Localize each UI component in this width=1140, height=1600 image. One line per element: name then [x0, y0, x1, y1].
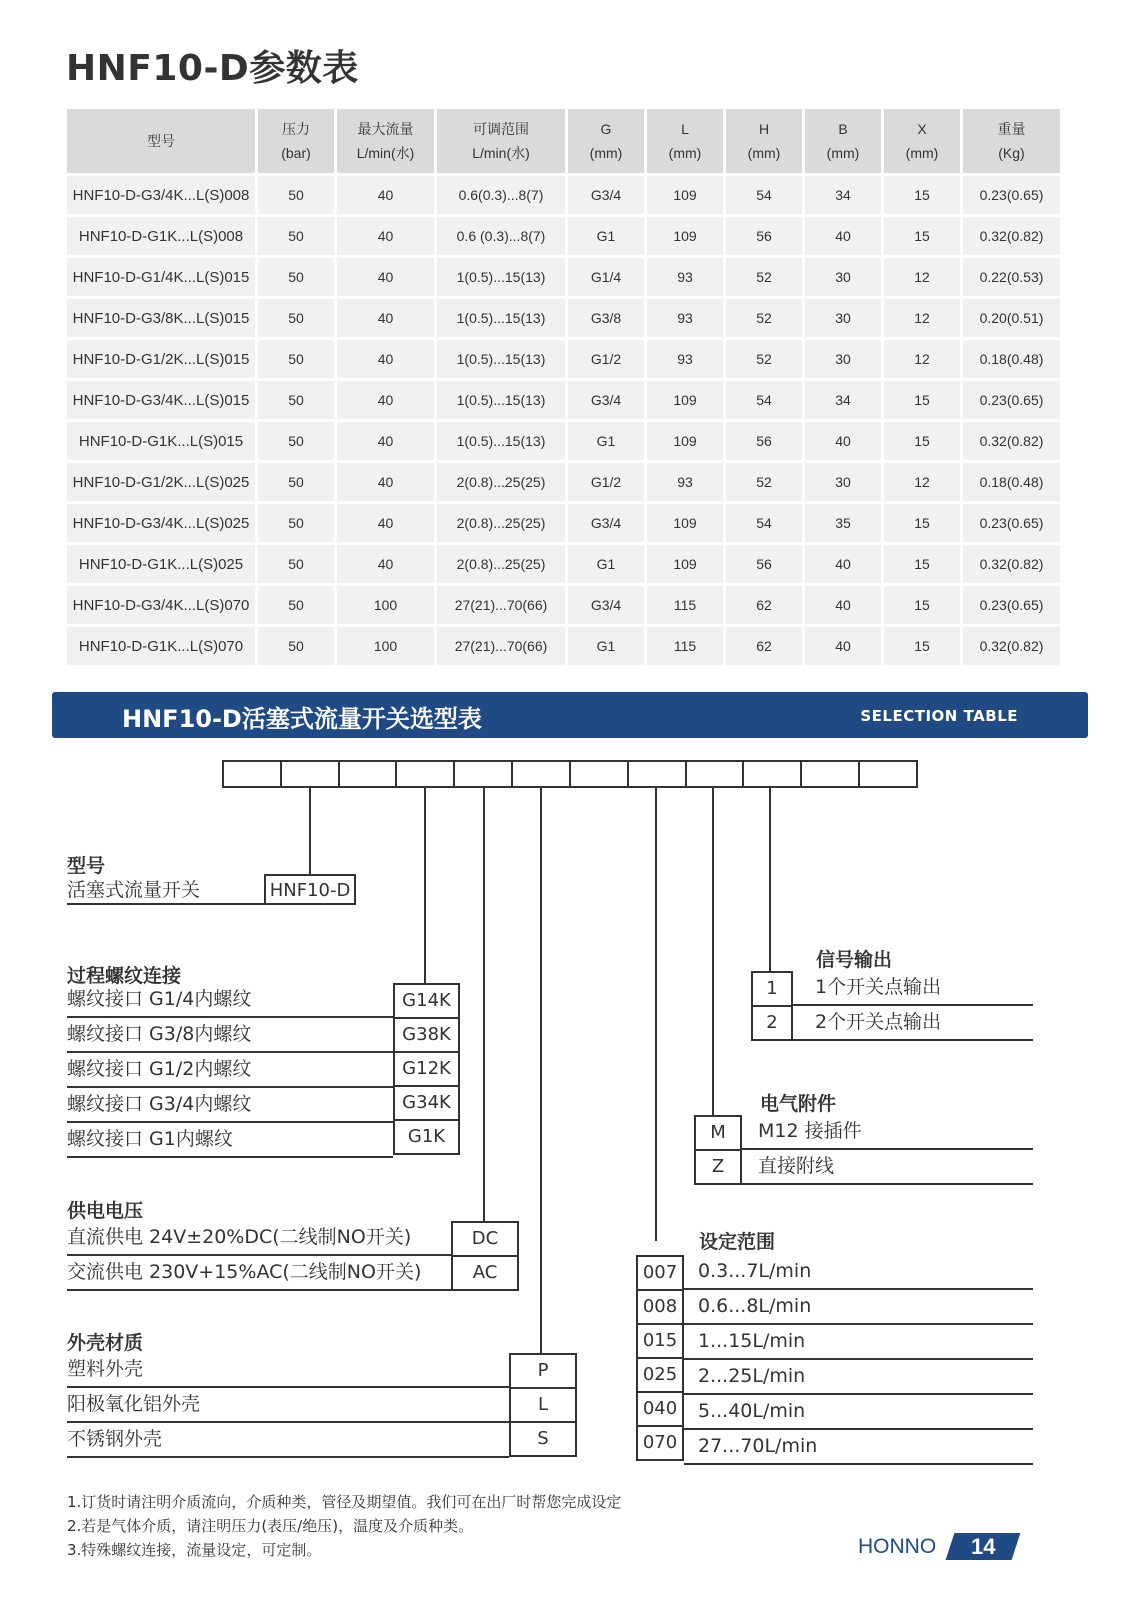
list-item: [67, 1256, 451, 1291]
table-cell: 30: [805, 463, 881, 501]
brand-name: HONNO: [858, 1535, 937, 1558]
list-item: [67, 983, 393, 1018]
range-option-label: 0.6...8L/min: [698, 1295, 812, 1317]
table-cell: G3/4: [568, 176, 644, 214]
thread-option-label: 螺纹接口 G1/2内螺纹: [67, 1058, 252, 1080]
model-cell: HNF10-D-G1K...L(S)008: [67, 217, 255, 255]
column-header: [337, 109, 434, 173]
model-cell: HNF10-D-G3/4K...L(S)070: [67, 586, 255, 624]
range-heading: 设定范围: [699, 1231, 776, 1253]
table-cell: 12: [884, 258, 960, 296]
list-item: [67, 1053, 393, 1088]
table-cell: 0.32(0.82): [963, 217, 1060, 255]
column-header-unit: (mm): [747, 145, 781, 161]
table-cell: 0.23(0.65): [963, 381, 1060, 419]
connector-line: [712, 788, 714, 1115]
column-header-label: 型号: [147, 133, 175, 149]
power-option-label: 直流供电 24V±20%DC(二线制NO开关): [67, 1226, 412, 1248]
table-cell: 40: [805, 217, 881, 255]
table-cell: 50: [258, 422, 334, 460]
range-option-label: 1...15L/min: [698, 1330, 806, 1352]
connector-line: [655, 788, 657, 1241]
table-cell: 0.6 (0.3)...8(7): [437, 217, 565, 255]
connector-line: [309, 788, 311, 875]
table-cell: 15: [884, 217, 960, 255]
column-header: [437, 109, 565, 173]
electrical-option-label: M12 接插件: [758, 1120, 862, 1142]
list-item: [742, 1150, 1033, 1185]
table-cell: 15: [884, 504, 960, 542]
table-cell: 52: [726, 258, 802, 296]
table-cell: 40: [805, 422, 881, 460]
page-title: HNF10-D参数表: [66, 48, 359, 89]
signal-code-box: 2: [751, 1005, 793, 1041]
footnote: 1.订货时请注明介质流向，介质种类，管径及期望值。我们可在出厂时帮您完成设定: [67, 1493, 622, 1511]
column-header-label: 重量: [997, 121, 1026, 137]
column-header-unit: (mm): [668, 145, 702, 161]
table-cell: 50: [258, 299, 334, 337]
column-header-label: 可调范围: [473, 121, 529, 137]
thread-code-box: G38K: [393, 1017, 460, 1053]
electrical-code-box: M: [694, 1115, 742, 1151]
footnote: 3.特殊螺纹连接，流量设定，可定制。: [67, 1541, 322, 1559]
column-header-unit: (bar): [281, 145, 311, 161]
model-cell: HNF10-D-G3/8K...L(S)015: [67, 299, 255, 337]
table-cell: G3/4: [568, 504, 644, 542]
thread-option-label: 螺纹接口 G3/4内螺纹: [67, 1093, 252, 1115]
table-cell: 2(0.8)...25(25): [437, 504, 565, 542]
column-header-unit: (mm): [589, 145, 623, 161]
thread-heading: 过程螺纹连接: [67, 965, 182, 987]
table-cell: 93: [647, 340, 723, 378]
table-cell: 93: [647, 463, 723, 501]
list-item: [684, 1290, 1033, 1325]
parameter-table: [64, 106, 1063, 668]
power-heading: 供电电压: [67, 1200, 144, 1222]
list-item: [67, 1088, 393, 1123]
table-row: [67, 545, 1060, 583]
column-header: [884, 109, 960, 173]
table-row: [67, 381, 1060, 419]
selection-banner: [52, 692, 1088, 738]
table-cell: 12: [884, 340, 960, 378]
table-cell: 56: [726, 217, 802, 255]
range-code-box: 015: [636, 1323, 684, 1359]
table-cell: G1/2: [568, 463, 644, 501]
table-cell: G1: [568, 627, 644, 665]
table-cell: G1/4: [568, 258, 644, 296]
table-cell: 15: [884, 381, 960, 419]
signal-heading: 信号输出: [816, 949, 893, 971]
table-cell: 109: [647, 422, 723, 460]
table-cell: 30: [805, 258, 881, 296]
electrical-option-label: 直接附线: [758, 1155, 835, 1177]
table-row: [67, 586, 1060, 624]
table-cell: 27(21)...70(66): [437, 627, 565, 665]
table-cell: 40: [805, 627, 881, 665]
column-header: [568, 109, 644, 173]
table-cell: 15: [884, 586, 960, 624]
thread-code-box: G1K: [393, 1119, 460, 1155]
thread-code-box: G34K: [393, 1085, 460, 1121]
code-slot: [397, 762, 455, 786]
table-cell: G1: [568, 217, 644, 255]
list-item: [67, 1221, 451, 1256]
range-option-label: 2...25L/min: [698, 1365, 806, 1387]
list-item: [67, 1388, 509, 1423]
table-cell: 0.32(0.82): [963, 422, 1060, 460]
column-header-unit: (Kg): [998, 145, 1025, 161]
table-cell: 0.32(0.82): [963, 545, 1060, 583]
table-cell: 0.23(0.65): [963, 504, 1060, 542]
housing-option-label: 阳极氧化铝外壳: [67, 1393, 201, 1415]
table-row: [67, 299, 1060, 337]
power-option-label: 交流供电 230V+15%AC(二线制NO开关): [67, 1261, 422, 1283]
model-cell: HNF10-D-G1K...L(S)070: [67, 627, 255, 665]
list-item: [67, 1353, 509, 1388]
column-header-unit: L/min(水): [472, 145, 530, 161]
table-cell: 1(0.5)...15(13): [437, 381, 565, 419]
table-row: [67, 463, 1060, 501]
footnote: 2.若是气体介质，请注明压力(表压/绝压)，温度及介质种类。: [67, 1517, 474, 1535]
model-cell: HNF10-D-G1K...L(S)025: [67, 545, 255, 583]
code-slot: [802, 762, 860, 786]
housing-option-label: 塑料外壳: [67, 1358, 144, 1380]
list-item: [742, 1115, 1033, 1150]
table-cell: 30: [805, 340, 881, 378]
column-header-label: X: [917, 121, 927, 137]
column-header-unit: L/min(水): [356, 145, 415, 161]
table-cell: 27(21)...70(66): [437, 586, 565, 624]
table-cell: G1/2: [568, 340, 644, 378]
table-cell: 1(0.5)...15(13): [437, 422, 565, 460]
table-cell: 109: [647, 545, 723, 583]
table-cell: 50: [258, 340, 334, 378]
range-code-box: 025: [636, 1357, 684, 1393]
range-option-label: 0.3...7L/min: [698, 1260, 812, 1282]
underline: [67, 903, 265, 905]
column-header-label: G: [600, 121, 612, 137]
table-cell: 50: [258, 545, 334, 583]
table-cell: 40: [337, 504, 434, 542]
table-row: [67, 422, 1060, 460]
model-code-box: HNF10-D: [264, 874, 356, 905]
table-cell: 40: [337, 217, 434, 255]
table-cell: 34: [805, 176, 881, 214]
table-cell: 0.23(0.65): [963, 586, 1060, 624]
model-heading: 型号: [67, 855, 106, 877]
table-cell: 50: [258, 176, 334, 214]
table-cell: 0.32(0.82): [963, 627, 1060, 665]
table-cell: 34: [805, 381, 881, 419]
table-cell: 40: [337, 422, 434, 460]
model-cell: HNF10-D-G3/4K...L(S)015: [67, 381, 255, 419]
column-header-label: L: [681, 121, 689, 137]
list-item: [684, 1360, 1033, 1395]
table-cell: 109: [647, 504, 723, 542]
thread-option-label: 螺纹接口 G3/8内螺纹: [67, 1023, 252, 1045]
table-cell: 1(0.5)...15(13): [437, 340, 565, 378]
model-cell: HNF10-D-G1/2K...L(S)025: [67, 463, 255, 501]
thread-option-label: 螺纹接口 G1内螺纹: [67, 1128, 233, 1150]
table-cell: 12: [884, 299, 960, 337]
thread-code-box: G12K: [393, 1051, 460, 1087]
signal-option-label: 1个开关点输出: [815, 976, 942, 998]
table-cell: 0.22(0.53): [963, 258, 1060, 296]
table-cell: 0.18(0.48): [963, 340, 1060, 378]
column-header-label: H: [758, 121, 770, 137]
housing-code-box: P: [509, 1353, 577, 1389]
connector-line: [424, 788, 426, 985]
code-slot: [629, 762, 687, 786]
table-cell: 2(0.8)...25(25): [437, 463, 565, 501]
table-cell: 40: [337, 340, 434, 378]
banner-title: HNF10-D活塞式流量开关选型表: [122, 705, 482, 733]
model-cell: HNF10-D-G1/2K...L(S)015: [67, 340, 255, 378]
column-header-unit: (mm): [905, 145, 939, 161]
table-cell: 15: [884, 176, 960, 214]
page-number-badge: [946, 1533, 1021, 1560]
range-code-box: 040: [636, 1391, 684, 1427]
power-code-box: AC: [451, 1255, 519, 1291]
table-cell: 93: [647, 299, 723, 337]
table-cell: G1: [568, 422, 644, 460]
code-slot: [571, 762, 629, 786]
model-cell: HNF10-D-G1/4K...L(S)015: [67, 258, 255, 296]
table-cell: 15: [884, 422, 960, 460]
table-cell: 50: [258, 217, 334, 255]
electrical-code-box: Z: [694, 1149, 742, 1185]
code-slot: [687, 762, 745, 786]
table-cell: 1(0.5)...15(13): [437, 258, 565, 296]
table-cell: 56: [726, 422, 802, 460]
signal-code-box: 1: [751, 971, 793, 1007]
table-cell: 12: [884, 463, 960, 501]
column-header: [963, 109, 1060, 173]
table-row: [67, 258, 1060, 296]
table-cell: 100: [337, 586, 434, 624]
page-number: 14: [970, 1534, 996, 1559]
code-slot: [744, 762, 802, 786]
column-header: [258, 109, 334, 173]
table-cell: 115: [647, 627, 723, 665]
table-cell: 15: [884, 627, 960, 665]
column-header-label: B: [838, 121, 848, 137]
model-cell: HNF10-D-G3/4K...L(S)025: [67, 504, 255, 542]
list-item: [67, 1018, 393, 1053]
table-body: [67, 176, 1060, 665]
order-code-boxes: [222, 760, 918, 788]
table-cell: 54: [726, 176, 802, 214]
table-cell: 93: [647, 258, 723, 296]
table-cell: 109: [647, 381, 723, 419]
code-slot: [513, 762, 571, 786]
table-cell: 50: [258, 381, 334, 419]
table-cell: G3/4: [568, 586, 644, 624]
table-row: [67, 627, 1060, 665]
power-code-box: DC: [451, 1221, 519, 1257]
code-slot: [340, 762, 398, 786]
housing-heading: 外壳材质: [67, 1332, 144, 1354]
list-item: [793, 971, 1033, 1006]
table-cell: 100: [337, 627, 434, 665]
table-cell: 62: [726, 627, 802, 665]
table-cell: 109: [647, 176, 723, 214]
column-header-label: 压力: [282, 121, 310, 137]
table-cell: 40: [337, 258, 434, 296]
table-cell: 54: [726, 381, 802, 419]
table-cell: 109: [647, 217, 723, 255]
connector-line: [540, 788, 542, 1353]
connector-line: [483, 788, 485, 1221]
table-cell: 50: [258, 463, 334, 501]
column-header-label: 最大流量: [357, 121, 414, 137]
table-cell: 0.23(0.65): [963, 176, 1060, 214]
table-cell: 0.20(0.51): [963, 299, 1060, 337]
code-slot: [860, 762, 916, 786]
signal-option-label: 2个开关点输出: [815, 1011, 942, 1033]
list-item: [684, 1255, 1033, 1290]
thread-option-label: 螺纹接口 G1/4内螺纹: [67, 988, 252, 1010]
table-cell: 15: [884, 545, 960, 583]
electrical-heading: 电气附件: [760, 1093, 837, 1115]
table-row: [67, 217, 1060, 255]
table-cell: 115: [647, 586, 723, 624]
list-item: [793, 1006, 1033, 1041]
column-header: [647, 109, 723, 173]
table-cell: 52: [726, 340, 802, 378]
table-cell: 40: [805, 586, 881, 624]
table-cell: 0.18(0.48): [963, 463, 1060, 501]
table-row: [67, 176, 1060, 214]
code-slot: [224, 762, 282, 786]
table-cell: 35: [805, 504, 881, 542]
table-cell: 30: [805, 299, 881, 337]
table-cell: 1(0.5)...15(13): [437, 299, 565, 337]
table-cell: 50: [258, 258, 334, 296]
table-cell: 40: [337, 381, 434, 419]
column-header: [805, 109, 881, 173]
table-cell: 56: [726, 545, 802, 583]
list-item: [684, 1395, 1033, 1430]
list-item: [67, 1123, 393, 1158]
list-item: [684, 1325, 1033, 1360]
table-row: [67, 340, 1060, 378]
table-header-row: [67, 109, 1060, 173]
table-cell: 50: [258, 627, 334, 665]
housing-code-box: S: [509, 1421, 577, 1457]
table-cell: 0.6(0.3)...8(7): [437, 176, 565, 214]
table-row: [67, 504, 1060, 542]
table-cell: 50: [258, 504, 334, 542]
housing-option-label: 不锈钢外壳: [67, 1428, 163, 1450]
range-code-box: 007: [636, 1255, 684, 1291]
code-slot: [282, 762, 340, 786]
connector-line: [769, 788, 771, 971]
range-option-label: 5...40L/min: [698, 1400, 806, 1422]
range-option-label: 27...70L/min: [698, 1435, 818, 1457]
table-cell: 50: [258, 586, 334, 624]
list-item: [67, 1423, 509, 1458]
column-header: [67, 109, 255, 173]
table-cell: 40: [337, 545, 434, 583]
model-cell: HNF10-D-G3/4K...L(S)008: [67, 176, 255, 214]
table-header-row: [67, 109, 1060, 173]
column-header: [726, 109, 802, 173]
table-cell: 52: [726, 299, 802, 337]
range-code-box: 008: [636, 1289, 684, 1325]
table-cell: 40: [337, 176, 434, 214]
code-slot: [455, 762, 513, 786]
table-cell: G1: [568, 545, 644, 583]
table-cell: G3/8: [568, 299, 644, 337]
column-header-unit: (mm): [826, 145, 860, 161]
housing-code-box: L: [509, 1387, 577, 1423]
table-cell: 40: [805, 545, 881, 583]
model-cell: HNF10-D-G1K...L(S)015: [67, 422, 255, 460]
banner-subtitle: SELECTION TABLE: [860, 707, 1018, 725]
table-cell: 62: [726, 586, 802, 624]
table-cell: 40: [337, 463, 434, 501]
model-label: 活塞式流量开关: [67, 879, 201, 901]
range-code-box: 070: [636, 1425, 684, 1461]
table-cell: 2(0.8)...25(25): [437, 545, 565, 583]
list-item: [684, 1430, 1033, 1465]
table-cell: G3/4: [568, 381, 644, 419]
table-cell: 52: [726, 463, 802, 501]
table-cell: 54: [726, 504, 802, 542]
thread-code-box: G14K: [393, 983, 460, 1019]
table-cell: 40: [337, 299, 434, 337]
